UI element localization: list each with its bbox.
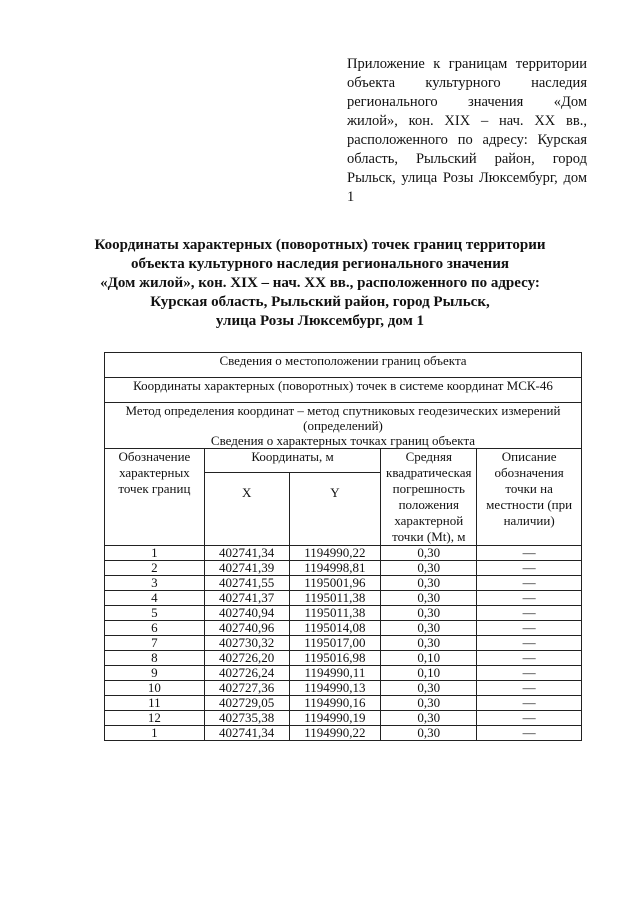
table-row [105,591,582,606]
col-x-header: X [204,473,289,546]
x-coordinate: 402726,20 [204,651,289,666]
point-number: 5 [105,606,205,621]
point-description: — [477,546,582,561]
error-value: 0,30 [381,546,477,561]
coordinate-system-header: Координаты характерных (поворотных) точек в системе координат МСК-46 [105,378,582,403]
col-error-header: Средняя квадратическая погрешность положения характерной точки (Mt), м [381,449,477,546]
x-coordinate: 402726,24 [204,666,289,681]
table-row [105,711,582,726]
table-row [105,696,582,711]
points-info-text: Сведения о характерных точках границ объекта [210,433,476,448]
error-value: 0,30 [381,621,477,636]
table-row [105,561,582,576]
document-title [60,236,580,331]
table-row [105,606,582,621]
col-desc-header: Описание обозначения точки на местности (при наличии) [477,449,582,546]
table-row [105,546,582,561]
point-description: — [477,651,582,666]
point-description: — [477,606,582,621]
y-coordinate: 1195014,08 [289,621,381,636]
error-value: 0,30 [381,636,477,651]
title-line: Координаты характерных (поворотных) точек границ территории [94,237,546,253]
point-number: 10 [105,681,205,696]
point-number: 9 [105,666,205,681]
table-row [105,636,582,651]
appendix-note: Приложение к границам территории объекта культурного наследия регионального значения «Дом жилой», кон. XIX – нач. XX вв., расположенного по адресу: Курская область, Рыльский район, город Рыльск, улица Розы Люксембург, дом 1 [347,56,587,205]
error-value: 0,30 [381,681,477,696]
y-coordinate: 1194990,13 [289,681,381,696]
x-coordinate: 402741,34 [204,546,289,561]
error-value: 0,30 [381,606,477,621]
x-coordinate: 402727,36 [204,681,289,696]
method-header [105,403,582,449]
error-value: 0,30 [381,576,477,591]
title-line: объекта культурного наследия регионального значения [131,256,509,272]
table-row [105,621,582,636]
point-number: 6 [105,621,205,636]
error-value: 0,30 [381,696,477,711]
error-value: 0,30 [381,726,477,741]
point-number: 1 [105,726,205,741]
y-coordinate: 1195016,98 [289,651,381,666]
point-number: 3 [105,576,205,591]
point-number: 12 [105,711,205,726]
x-coordinate: 402740,96 [204,621,289,636]
x-coordinate: 402740,94 [204,606,289,621]
title-line: улица Розы Люксембург, дом 1 [215,313,425,329]
x-coordinate: 402741,39 [204,561,289,576]
point-description: — [477,681,582,696]
y-coordinate: 1195017,00 [289,636,381,651]
point-number: 7 [105,636,205,651]
title-line: Курская область, Рыльский район, город Рыльск, [150,294,490,310]
y-coordinate: 1195011,38 [289,591,381,606]
x-coordinate: 402735,38 [204,711,289,726]
point-number: 1 [105,546,205,561]
y-coordinate: 1194990,22 [289,546,381,561]
location-header: Сведения о местоположении границ объекта [105,353,582,378]
point-description: — [477,591,582,606]
y-coordinate: 1195011,38 [289,606,381,621]
point-number: 8 [105,651,205,666]
point-description: — [477,576,582,591]
y-coordinate: 1194990,22 [289,726,381,741]
error-value: 0,30 [381,591,477,606]
y-coordinate: 1194998,81 [289,561,381,576]
col-point-header: Обозначение характерных точек границ [105,449,205,546]
point-description: — [477,561,582,576]
col-coords-header: Координаты, м [204,449,381,473]
error-value: 0,30 [381,711,477,726]
point-number: 2 [105,561,205,576]
point-number: 4 [105,591,205,606]
method-text: Метод определения координат – метод спутниковых геодезических измерений (определений) [125,403,561,433]
x-coordinate: 402741,34 [204,726,289,741]
error-value: 0,30 [381,561,477,576]
table-row [105,666,582,681]
table-row [105,726,582,741]
y-coordinate: 1194990,16 [289,696,381,711]
table-row [105,681,582,696]
point-description: — [477,696,582,711]
error-value: 0,10 [381,666,477,681]
y-coordinate: 1194990,19 [289,711,381,726]
x-coordinate: 402729,05 [204,696,289,711]
x-coordinate: 402730,32 [204,636,289,651]
point-description: — [477,711,582,726]
point-description: — [477,636,582,651]
point-description: — [477,726,582,741]
y-coordinate: 1194990,11 [289,666,381,681]
point-number: 11 [105,696,205,711]
x-coordinate: 402741,37 [204,591,289,606]
col-y-header: Y [289,473,381,546]
x-coordinate: 402741,55 [204,576,289,591]
title-line: «Дом жилой», кон. XIX – нач. XX вв., расположенного по адресу: [100,275,540,291]
error-value: 0,10 [381,651,477,666]
point-description: — [477,621,582,636]
y-coordinate: 1195001,96 [289,576,381,591]
table-row [105,576,582,591]
coordinates-table [104,352,582,741]
point-description: — [477,666,582,681]
table-row [105,651,582,666]
